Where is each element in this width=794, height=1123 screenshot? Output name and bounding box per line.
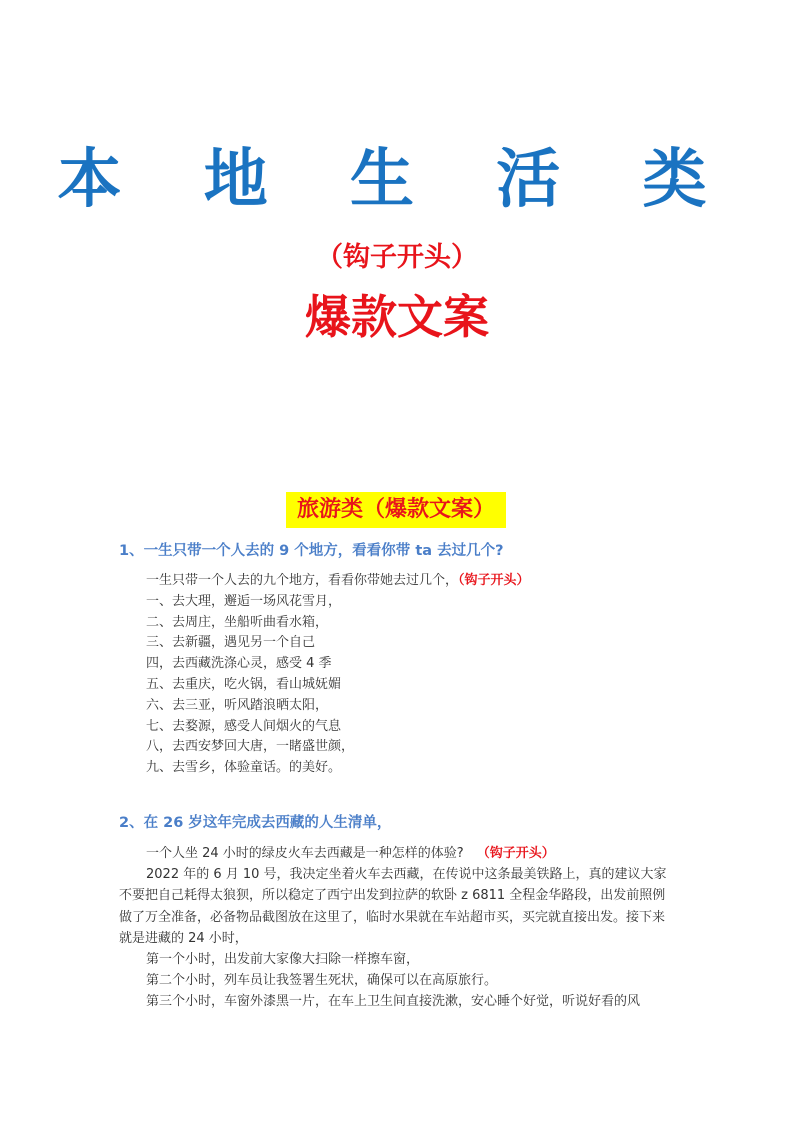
- question-2-paragraph: 2022 年的 6 月 10 号，我决定坐着火车去西藏，在传说中这条最美铁路上，真的建议大家不要把自己耗得太狼狈，所以稳定了西宁出发到拉萨的软卧 z 6811 全程金华路段，出发前照例做了万全准备，必备物品截图放在这里了，临时水果就在车站超市买，买完就直接出发。接下来就是进藏的 24 小时，: [119, 867, 667, 946]
- list-item: 八，去西安梦回大唐，一睹盛世颜，: [146, 739, 355, 755]
- question-2-heading: 2、在 26 岁这年完成去西藏的人生清单，: [119, 815, 392, 831]
- question-2-intro-line: [119, 843, 675, 864]
- list-item: 六、去三亚，听风踏浪晒太阳，: [146, 697, 329, 713]
- page-headline: 爆款文案: [305, 290, 489, 344]
- question-1-heading: 1、一生只带一个人去的 9 个地方，看看你带 ta 去过几个?: [119, 543, 504, 559]
- section-heading: 旅游类（爆款文案）: [286, 492, 506, 528]
- list-item: 四，去西藏洗涤心灵，感受 4 季: [146, 656, 332, 672]
- question-2-intro: 一个人坐 24 小时的绿皮火车去西藏是一种怎样的体验?: [146, 846, 464, 861]
- question-2-hook: （钩子开头）: [476, 846, 555, 861]
- page-title: 本 地 生 活 类: [57, 143, 737, 217]
- question-2-body: [119, 843, 675, 1013]
- question-1-intro: 一生只带一个人去的九个地方，看看你带她去过几个，: [146, 573, 459, 588]
- list-item: 三、去新疆，遇见另一个自己: [146, 635, 316, 651]
- list-item: 一、去大理，邂逅一场风花雪月，: [146, 593, 342, 609]
- page-subtitle: （钩子开头）: [316, 242, 478, 273]
- question-1-body: [146, 571, 686, 779]
- paragraph-line: 第一个小时，出发前大家像大扫除一样擦车窗，: [146, 952, 420, 968]
- list-item: 五、去重庆，吃火锅，看山城妩媚: [146, 676, 342, 692]
- list-item: 二、去周庄，坐船听曲看水箱，: [146, 614, 329, 630]
- question-1-intro-line: [146, 571, 686, 592]
- paragraph-line: 第三个小时，车窗外漆黑一片，在车上卫生间直接洗漱，安心睡个好觉，听说好看的风: [146, 994, 641, 1010]
- list-item: 七、去婺源，感受人间烟火的气息: [146, 718, 342, 734]
- question-1-hook: （钩子开头）: [458, 573, 530, 588]
- paragraph-line: 第二个小时，列车员让我签署生死状，确保可以在高原旅行。: [146, 973, 498, 989]
- list-item: 九、去雪乡，体验童话。的美好。: [146, 760, 342, 776]
